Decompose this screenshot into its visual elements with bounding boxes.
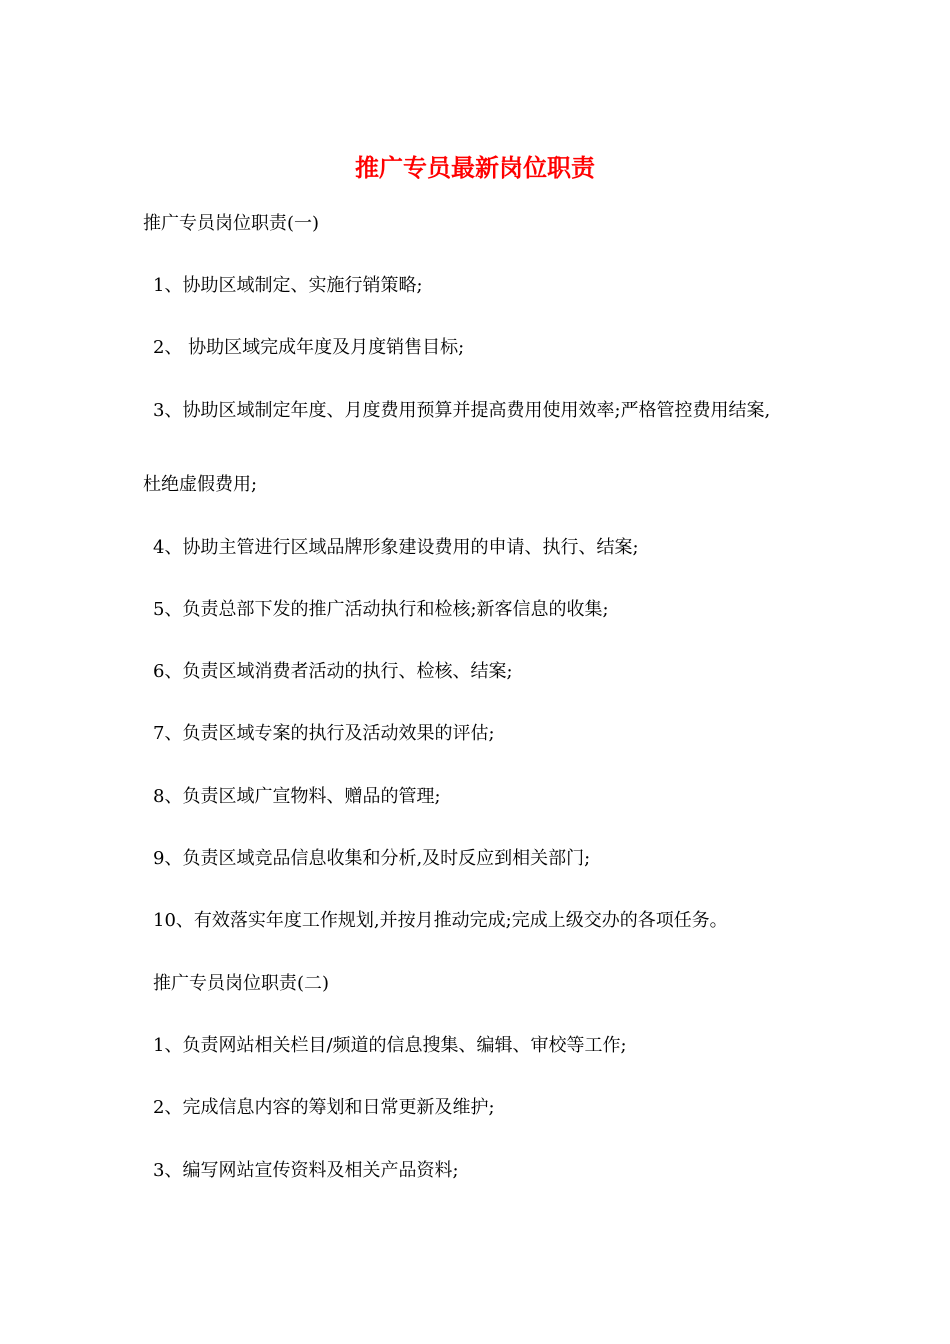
duty-line-continuation: 杜绝虚假费用;	[143, 474, 258, 495]
document-title: 推广专员最新岗位职责	[355, 153, 595, 182]
section-heading-1: 推广专员岗位职责(一)	[143, 213, 320, 234]
duty-line: 2、完成信息内容的筹划和日常更新及维护;	[153, 1097, 495, 1118]
section-heading-2: 推广专员岗位职责(二)	[153, 973, 330, 994]
duty-line: 4、协助主管进行区域品牌形象建设费用的申请、执行、结案;	[153, 537, 639, 558]
duty-line: 7、负责区域专案的执行及活动效果的评估;	[153, 723, 495, 744]
duty-line: 9、负责区域竞品信息收集和分析,及时反应到相关部门;	[153, 848, 591, 869]
duty-line: 5、负责总部下发的推广活动执行和检核;新客信息的收集;	[153, 599, 609, 620]
duty-line: 8、负责区域广宣物料、赠品的管理;	[153, 786, 441, 807]
duty-line: 10、有效落实年度工作规划,并按月推动完成;完成上级交办的各项任务。	[153, 910, 728, 931]
duty-line: 3、协助区域制定年度、月度费用预算并提高费用使用效率;严格管控费用结案,	[153, 400, 771, 421]
duty-line: 2、 协助区域完成年度及月度销售目标;	[153, 337, 465, 358]
duty-line: 1、协助区域制定、实施行销策略;	[153, 275, 423, 296]
duty-line: 6、负责区域消费者活动的执行、检核、结案;	[153, 661, 513, 682]
duty-line: 3、编写网站宣传资料及相关产品资料;	[153, 1160, 459, 1181]
duty-line: 1、负责网站相关栏目/频道的信息搜集、编辑、审校等工作;	[153, 1035, 627, 1056]
